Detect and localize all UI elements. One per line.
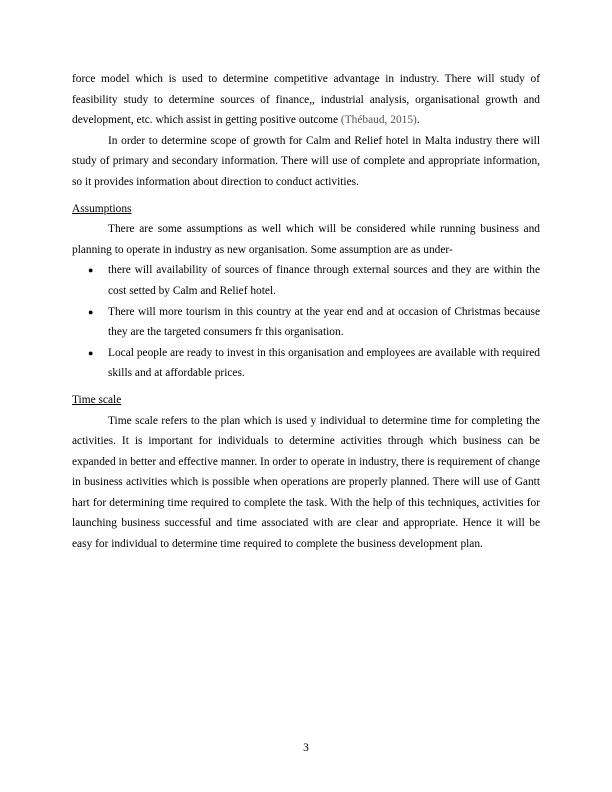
list-item-text: There will more tourism in this country at the year end and at occasion of Christmas because they are the targeted consumers fr this organisation. [108, 305, 540, 339]
bullet-icon: ● [88, 306, 94, 317]
assumptions-list [72, 260, 540, 384]
list-item-text: there will availability of sources of finance through external sources and they are within the cost setted by Calm and Relief hotel. [108, 264, 540, 297]
paragraph-text: force model which is used to determine competitive advantage in industry. There will study of feasibility study to determine sources of finance,, industrial analysis, organisational growth and development, etc. which assist in getting positive outcome [72, 73, 540, 127]
list-item [72, 260, 540, 301]
time-scale-body: Time scale refers to the plan which is used y individual to determine time for completing the activities. It is important for individuals to determine activities through which business can be expanded in better and effective manner. In order to operate in industry, there is requirement of change in business activities which is possible when operations are properly planned. There will use of Gantt hart for determining time required to complete the task. With the help of this techniques, activities for launching business successful and time associated with are clear and appropriate. Hence it will be easy for individual to determine time required to complete the business development plan. [72, 414, 540, 551]
time-scale-heading: Time scale [72, 393, 122, 406]
paragraph-continuation [72, 69, 540, 131]
paragraph-scope: In order to determine scope of growth for Calm and Relief hotel in Malta industry there will study of primary and secondary information. There will use of complete and appropriate information, so it provides information about direction to conduct activities. [72, 134, 540, 188]
page-number: 3 [303, 742, 309, 754]
bullet-icon: ● [88, 265, 94, 276]
paragraph-end: . [416, 114, 420, 127]
list-item [72, 343, 540, 384]
bullet-icon: ● [88, 347, 94, 358]
list-item-text: Local people are ready to invest in this organisation and employees are available with required skills and at affordable prices. [108, 346, 540, 380]
page-content [72, 69, 540, 555]
list-item [72, 302, 540, 343]
assumptions-intro: There are some assumptions as well which will be considered while running business and planning to operate in industry as new organisation. Some assumption are as under- [72, 223, 540, 256]
assumptions-heading: Assumptions [72, 202, 132, 215]
citation: (Thébaud, 2015) [340, 114, 417, 127]
